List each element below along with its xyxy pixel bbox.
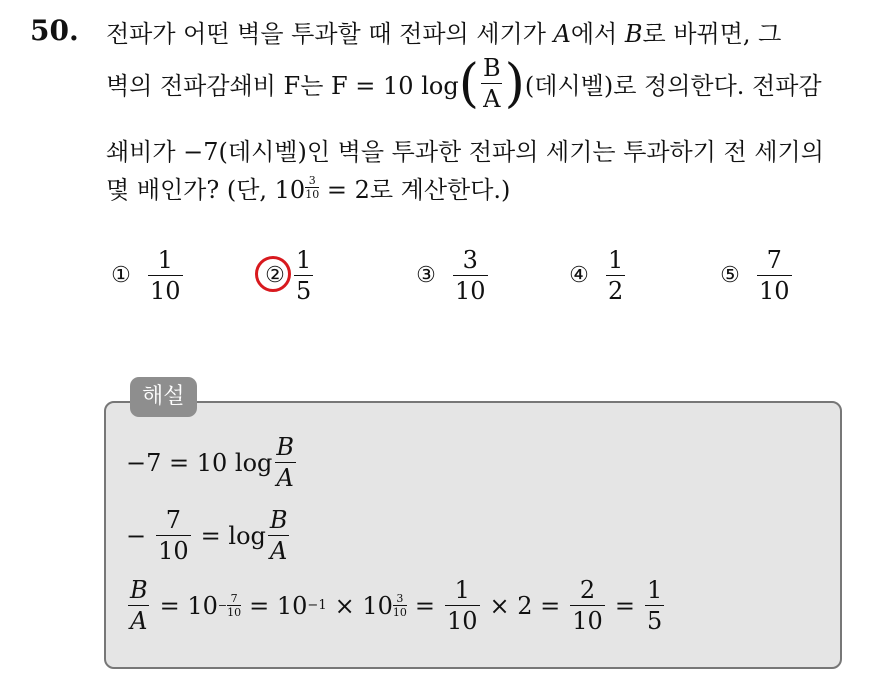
question-text: 전파가 어떤 벽을 투과할 때 전파의 세기가 xyxy=(106,20,554,48)
question-line-2 xyxy=(106,53,822,114)
exponent-denominator: 10 xyxy=(392,606,407,619)
choice-4[interactable] xyxy=(566,248,627,303)
fraction-numerator: 7 xyxy=(165,506,182,534)
choice-marker xyxy=(262,263,288,288)
solution-label: 해설 xyxy=(130,377,197,417)
choice-1[interactable] xyxy=(108,248,185,303)
solution-text: = xyxy=(414,591,435,620)
choice-marker: ④ xyxy=(569,263,589,288)
question-line-4 xyxy=(106,170,510,205)
exponent: −1 xyxy=(307,598,327,613)
choice-fraction xyxy=(606,248,625,303)
question-text: 로 바뀌면, 그 xyxy=(642,20,782,48)
exponent-sign: − xyxy=(217,599,228,612)
choice-3[interactable] xyxy=(413,248,490,303)
fraction-denominator: 10 xyxy=(572,607,603,635)
exponent-fraction xyxy=(393,593,407,618)
question-text: (데시벨)로 정의한다. 전파감 xyxy=(524,72,822,100)
question-line-1 xyxy=(106,14,781,49)
solution-fraction xyxy=(570,578,605,633)
choice-denominator: 5 xyxy=(296,277,312,305)
fraction-denominator: A xyxy=(130,607,148,635)
left-paren: ( xyxy=(458,53,479,114)
choice-numerator: 1 xyxy=(296,246,312,274)
question-text: 몇 배인가? (단, 10 xyxy=(106,176,306,204)
exponent-numerator: 7 xyxy=(230,592,238,605)
fraction-denominator: A xyxy=(270,537,288,565)
choice-denominator: 2 xyxy=(608,277,624,305)
choice-numerator: 1 xyxy=(608,246,624,274)
solution-fraction xyxy=(128,578,150,633)
choice-numerator: 7 xyxy=(766,246,782,274)
exponent-denominator: 10 xyxy=(227,606,242,619)
exponent-numerator: 3 xyxy=(308,174,316,187)
choice-fraction xyxy=(294,248,313,303)
right-paren: ) xyxy=(504,53,525,114)
exponent xyxy=(218,593,241,618)
choice-denominator: 10 xyxy=(455,277,486,305)
question-text: 벽의 전파감쇄비 F는 F = 10 log xyxy=(106,72,459,100)
solution-fraction xyxy=(268,508,290,563)
choice-numerator: 3 xyxy=(462,246,478,274)
choice-2[interactable] xyxy=(262,248,315,303)
solution-text: − xyxy=(126,521,147,550)
fraction-numerator: 2 xyxy=(579,576,596,604)
solution-fraction xyxy=(445,578,480,633)
solution-fraction xyxy=(274,435,296,490)
choice-marker: ① xyxy=(111,263,131,288)
solution-text: × 2 = xyxy=(489,591,561,620)
choice-marker: ⑤ xyxy=(720,263,740,288)
fraction-numerator: B xyxy=(482,54,501,82)
choice-fraction xyxy=(453,248,488,303)
solution-text: = 10 xyxy=(249,591,308,620)
exponent-numerator: 3 xyxy=(396,592,404,605)
solution-text: = 10 xyxy=(159,591,218,620)
fraction-denominator: A xyxy=(276,464,294,492)
solution-text: = xyxy=(614,591,635,620)
fraction-numerator: B xyxy=(130,576,148,604)
solution-line-2 xyxy=(126,508,292,563)
selected-answer-circle-icon xyxy=(255,256,291,292)
choice-fraction xyxy=(148,248,183,303)
question-number: 50. xyxy=(30,14,79,47)
exponent-denominator: 10 xyxy=(305,188,320,201)
fraction-numerator: 1 xyxy=(646,576,663,604)
solution-text: × 10 xyxy=(334,591,393,620)
solution-line-1 xyxy=(126,435,298,490)
choice-marker-glyph: ② xyxy=(265,263,285,288)
fraction-denominator: 5 xyxy=(646,607,663,635)
solution-fraction xyxy=(645,578,664,633)
fraction-numerator: B xyxy=(276,433,295,461)
fraction-numerator: 1 xyxy=(454,576,470,604)
variable-a: A xyxy=(553,20,571,48)
solution-line-3 xyxy=(126,578,666,633)
definition-fraction xyxy=(481,56,503,111)
fraction-denominator: A xyxy=(483,85,501,113)
choice-5[interactable] xyxy=(717,248,794,303)
choice-marker: ③ xyxy=(416,263,436,288)
choice-denominator: 10 xyxy=(150,277,181,305)
fraction-denominator: 10 xyxy=(446,607,478,635)
exponent-fraction xyxy=(305,175,319,200)
question-text: = 2로 계산한다.) xyxy=(319,176,511,204)
variable-b: B xyxy=(624,20,643,48)
fraction-numerator: B xyxy=(269,506,288,534)
fraction-denominator: 10 xyxy=(158,537,189,565)
choice-denominator: 10 xyxy=(759,277,790,305)
solution-text: = log xyxy=(200,521,266,550)
question-text: 에서 xyxy=(570,20,625,48)
choice-fraction xyxy=(757,248,792,303)
solution-text: −7 = 10 log xyxy=(126,448,273,477)
solution-fraction xyxy=(156,508,191,563)
choice-numerator: 1 xyxy=(157,246,173,274)
question-line-3: 쇄비가 −7(데시벨)인 벽을 투과한 전파의 세기는 투과하기 전 세기의 xyxy=(106,138,824,166)
